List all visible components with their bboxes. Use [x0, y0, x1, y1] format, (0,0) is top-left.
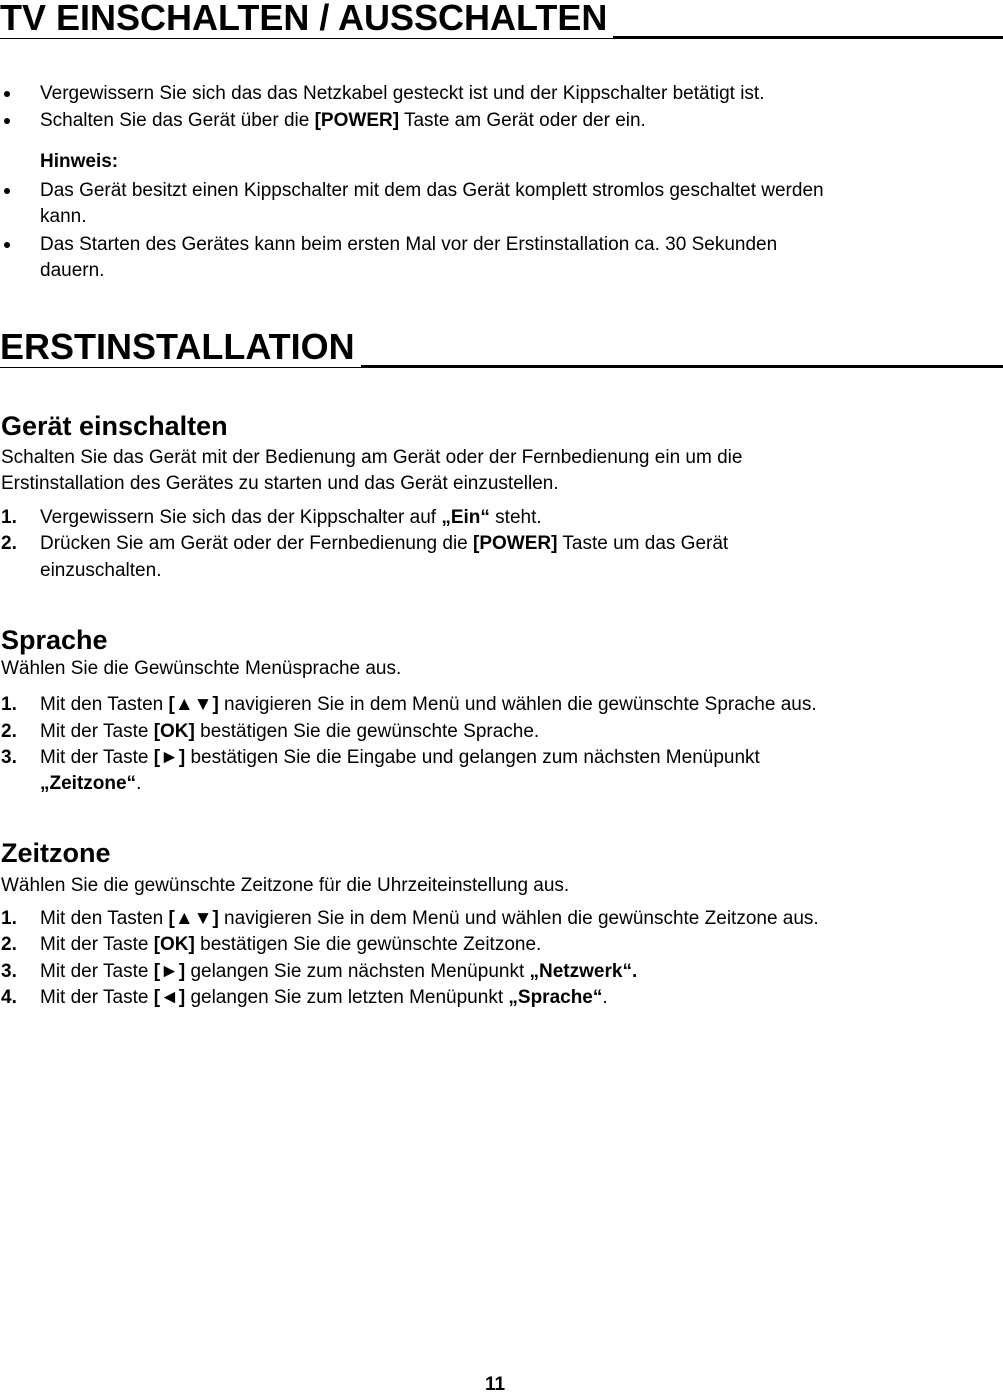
step-text: Mit der Taste [►] gelangen Sie zum nächsten Menüpunkt „Netzwerk“.: [40, 961, 638, 982]
bullet-icon: [4, 91, 10, 97]
note-bullet-text: Das Starten des Gerätes kann beim ersten Mal vor der Erstinstallation ca. 30 Sekunden: [40, 234, 778, 255]
subsection-title: Gerät einschalten: [1, 411, 228, 441]
step-text: Mit der Taste [◄] gelangen Sie zum letzten Menüpunkt „Sprache“.: [40, 987, 608, 1008]
step-text: Mit den Tasten [▲▼] navigieren Sie in dem Menü und wählen die gewünschte Zeitzone aus.: [40, 908, 819, 929]
step-text: Mit den Tasten [▲▼] navigieren Sie in dem Menü und wählen die gewünschte Sprache aus.: [40, 694, 817, 715]
step-number: 4.: [1, 987, 17, 1008]
intro-text: Wählen Sie die Gewünschte Menüsprache aus.: [1, 658, 402, 679]
section-title-tv-power: [0, 0, 1003, 39]
bullet-icon: [4, 188, 10, 194]
step-text: Drücken Sie am Gerät oder der Fernbedienung die [POWER] Taste um das Gerät: [40, 533, 729, 554]
note-label: Hinweis:: [40, 151, 119, 172]
step-text: Vergewissern Sie sich das der Kippschalter auf „Ein“ steht.: [40, 507, 542, 528]
intro-text: Schalten Sie das Gerät mit der Bedienung am Gerät oder der Fernbedienung ein um die: [1, 447, 743, 468]
step-number: 2.: [1, 934, 17, 955]
note-bullet-text-cont: dauern.: [40, 260, 105, 281]
page-number: 11: [484, 1374, 506, 1395]
step-number: 1.: [1, 507, 17, 528]
step-number: 1.: [1, 694, 17, 715]
subsection-title: Sprache: [1, 625, 108, 655]
subsection-title: Zeitzone: [1, 838, 111, 868]
section-title-text: TV EINSCHALTEN / AUSSCHALTEN: [0, 0, 613, 38]
step-text-cont: einzuschalten.: [40, 560, 162, 581]
bullet-text: Schalten Sie das Gerät über die [POWER] Taste am Gerät oder der ein.: [40, 110, 646, 131]
step-text: Mit der Taste [►] bestätigen Sie die Eingabe und gelangen zum nächsten Menüpunkt: [40, 747, 760, 768]
step-number: 3.: [1, 747, 17, 768]
note-bullet-text-cont: kann.: [40, 206, 87, 227]
step-number: 2.: [1, 721, 17, 742]
bullet-text: Vergewissern Sie sich das das Netzkabel gesteckt ist und der Kippschalter betätigt ist.: [40, 83, 765, 104]
section-title-erstinstallation: [0, 326, 1003, 368]
note-bullet-text: Das Gerät besitzt einen Kippschalter mit dem das Gerät komplett stromlos geschaltet werden: [40, 180, 824, 201]
step-number: 2.: [1, 533, 17, 554]
intro-text-cont: Erstinstallation des Gerätes zu starten und das Gerät einzustellen.: [1, 473, 559, 494]
step-text: Mit der Taste [OK] bestätigen Sie die gewünschte Zeitzone.: [40, 934, 542, 955]
step-number: 3.: [1, 961, 17, 982]
step-text-cont: „Zeitzone“.: [40, 773, 142, 794]
intro-text: Wählen Sie die gewünschte Zeitzone für die Uhrzeiteinstellung aus.: [1, 875, 570, 896]
section-title-text: ERSTINSTALLATION: [0, 326, 361, 367]
bullet-icon: [4, 118, 10, 124]
step-number: 1.: [1, 908, 17, 929]
bullet-icon: [4, 242, 10, 248]
step-text: Mit der Taste [OK] bestätigen Sie die gewünschte Sprache.: [40, 721, 540, 742]
